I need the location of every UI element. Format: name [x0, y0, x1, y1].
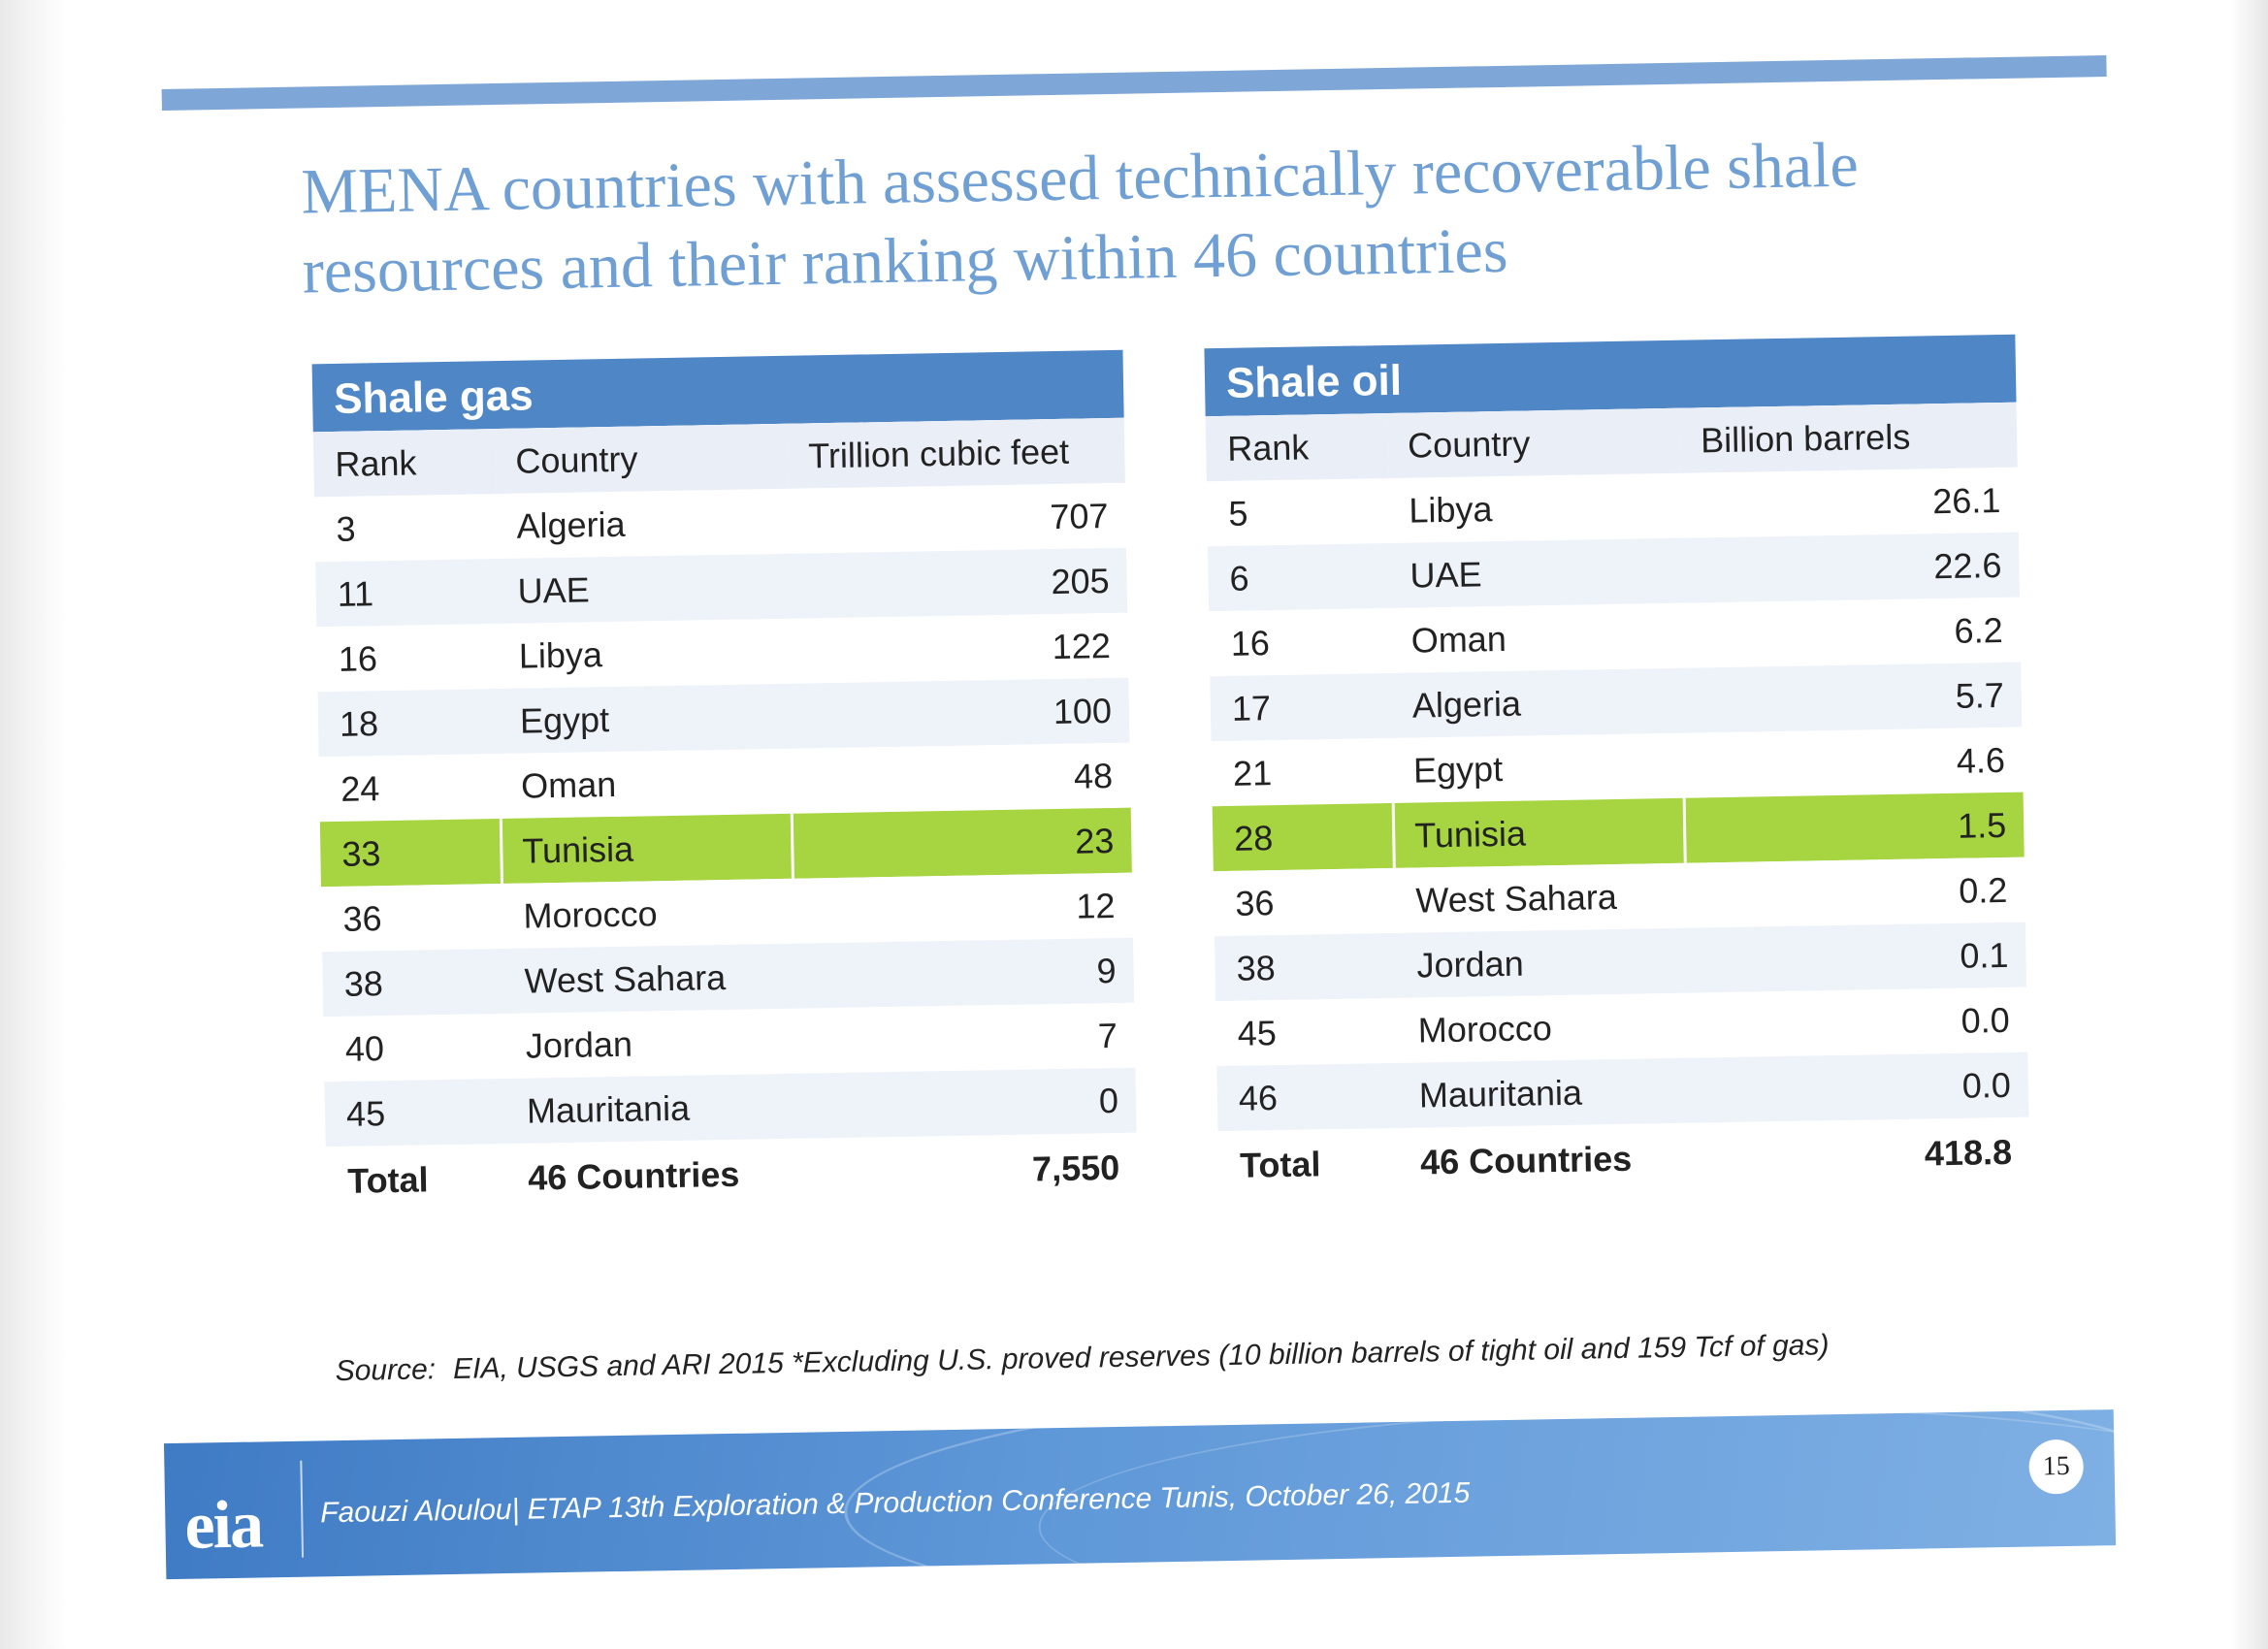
cell-value: 5.7 [1955, 674, 2005, 716]
cell-value: 9 [1096, 950, 1117, 990]
cell-country: Algeria [1411, 683, 1522, 726]
cell-value: 0.1 [1960, 934, 2009, 976]
cell-value: 6.2 [1954, 609, 2003, 651]
cell-country: Tunisia [1395, 798, 1687, 868]
cell-country: Tunisia [502, 814, 794, 884]
cell-country: Jordan [525, 1023, 633, 1066]
header-rank: Rank [1206, 413, 1389, 481]
slide [122, 41, 2215, 1609]
cell-rank: 24 [340, 767, 380, 809]
cell-value: 0 [1098, 1080, 1119, 1120]
cell-rank: 18 [339, 702, 379, 744]
cell-rank: 33 [320, 819, 503, 887]
header-country: Country [496, 424, 788, 494]
cell-value: 22.6 [1933, 544, 2002, 586]
cell-rank: 28 [1213, 803, 1396, 871]
footer-bar [164, 1409, 2116, 1579]
total-label: Total [346, 1159, 429, 1201]
cell-country: West Sahara [1415, 876, 1618, 921]
cell-value: 0.0 [1960, 999, 2010, 1041]
cell-country: UAE [1409, 553, 1482, 596]
cell-country: Morocco [1417, 1007, 1553, 1051]
cell-value: 7 [1097, 1015, 1118, 1055]
cell-value: 122 [1052, 625, 1112, 666]
cell-value: 26.1 [1931, 479, 2001, 521]
cell-country: Morocco [523, 892, 658, 936]
footer-text: Faouzi Aloulou| ETAP 13th Exploration & Production Conference Tunis, October 26, 2015 [319, 1476, 1471, 1530]
cell-rank: 16 [338, 637, 378, 679]
cell-value: 0.2 [1958, 869, 2008, 911]
cell-country: Oman [1410, 618, 1507, 661]
top-rule [162, 55, 2107, 111]
table-total-row [1218, 1117, 2030, 1202]
cell-rank: 45 [345, 1092, 386, 1134]
table-body [314, 483, 1137, 1147]
eia-logo: eia [183, 1487, 263, 1564]
cell-country: Libya [1409, 488, 1493, 531]
cell-value: 707 [1049, 495, 1109, 536]
cell-country: West Sahara [524, 956, 727, 1001]
cell-value: 23 [1074, 820, 1115, 861]
cell-rank: 6 [1229, 558, 1249, 598]
table-body [1207, 468, 2029, 1131]
cell-rank: 40 [344, 1027, 385, 1069]
cell-rank: 38 [343, 962, 384, 1004]
cell-country: Algeria [516, 503, 626, 546]
cell-country: Egypt [519, 698, 610, 741]
scan-left-edge [0, 0, 68, 1649]
scan-right-edge [2229, 0, 2268, 1649]
source-note [335, 1329, 1829, 1388]
total-value: 418.8 [1924, 1131, 2013, 1174]
cell-country: Oman [520, 763, 617, 806]
cell-rank: 16 [1230, 622, 1271, 663]
cell-country: UAE [517, 568, 591, 611]
cell-rank: 36 [342, 897, 382, 939]
source-label: Source: [335, 1353, 437, 1388]
cell-value: 100 [1053, 690, 1113, 731]
total-label: Total [1239, 1144, 1321, 1185]
cell-rank: 38 [1236, 947, 1276, 988]
cell-country: Egypt [1412, 748, 1504, 791]
cell-value: 1.5 [1957, 804, 2007, 846]
cell-rank: 5 [1228, 493, 1248, 534]
header-value: Trillion cubic feet [787, 418, 1125, 489]
header-country: Country [1388, 408, 1680, 478]
source-text: EIA, USGS and ARI 2015 *Excluding U.S. proved reserves (10 billion barrels of tight oil and 159 Tcf of gas) [452, 1329, 1830, 1385]
table-title: Shale gas [312, 350, 1124, 433]
shale-oil-table [1204, 335, 2029, 1201]
header-rank: Rank [313, 429, 497, 497]
cell-country: Jordan [1416, 943, 1524, 986]
logo-divider [300, 1461, 304, 1558]
total-countries: 46 Countries [527, 1153, 740, 1198]
cell-rank: 45 [1237, 1012, 1278, 1053]
cell-rank: 46 [1238, 1077, 1279, 1118]
cell-country: Mauritania [526, 1087, 691, 1131]
table-title: Shale oil [1204, 335, 2016, 417]
cell-value: 0.0 [1961, 1064, 2012, 1106]
total-value: 7,550 [1031, 1147, 1120, 1189]
cell-rank: 17 [1231, 687, 1272, 728]
total-countries: 46 Countries [1419, 1138, 1633, 1182]
cell-rank: 36 [1235, 882, 1275, 923]
cell-value: 12 [1076, 885, 1116, 926]
table-total-row [326, 1133, 1138, 1217]
slide-title: MENA countries with assessed technically recoverable shale resources and their ranking within 46 countries [300, 129, 1860, 307]
cell-value: 48 [1073, 755, 1114, 796]
page-number: 15 [2028, 1439, 2084, 1495]
cell-rank: 21 [1232, 752, 1273, 793]
cell-value: 205 [1051, 560, 1110, 601]
cell-rank: 11 [337, 572, 374, 614]
cell-rank: 3 [336, 508, 356, 549]
header-value: Billion barrels [1679, 403, 2018, 473]
shale-gas-table [312, 350, 1138, 1216]
cell-country: Libya [518, 633, 603, 676]
cell-value: 4.6 [1956, 739, 2006, 781]
cell-country: Mauritania [1418, 1072, 1583, 1116]
